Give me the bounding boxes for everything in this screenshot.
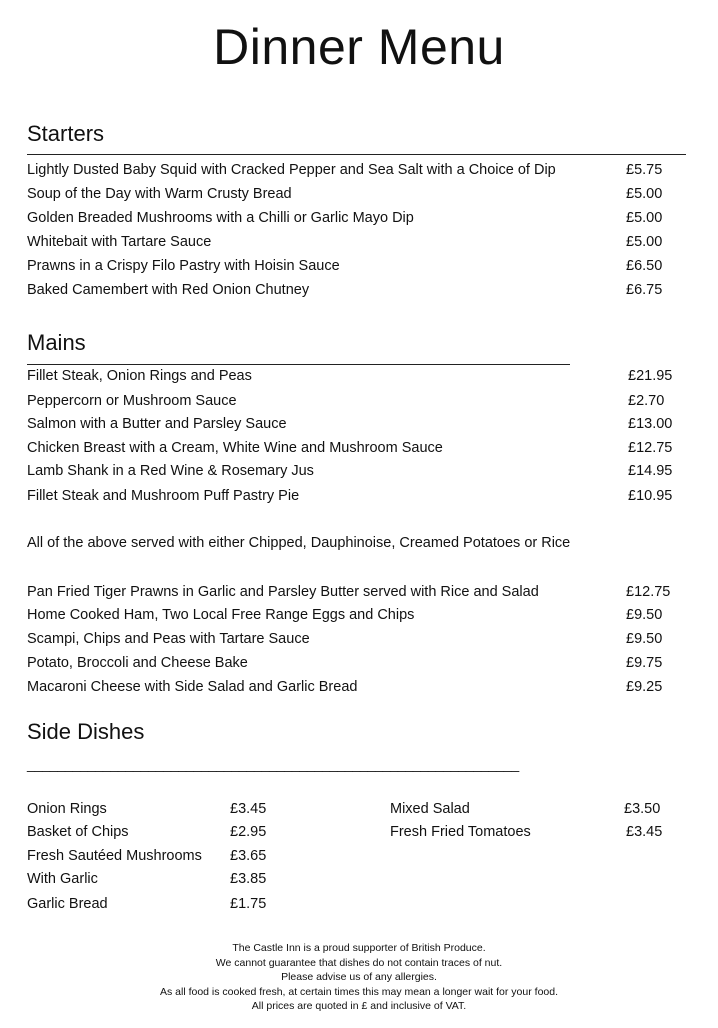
mains-heading: Mains	[27, 330, 86, 355]
main-item-price: £21.95	[628, 368, 673, 384]
main-item-price: £12.75	[626, 584, 671, 600]
side-item-price: £1.75	[230, 896, 267, 912]
main-item-name: Fillet Steak and Mushroom Puff Pastry Pie	[27, 488, 300, 504]
side-item-price: £3.50	[624, 801, 661, 817]
sides-underline: _________________________________________________________________	[27, 757, 519, 773]
starter-item-name: Prawns in a Crispy Filo Pastry with Hoisin Sauce	[27, 258, 340, 274]
side-item-name: Fresh Sautéed Mushrooms	[27, 848, 202, 864]
side-item-name: With Garlic	[27, 871, 98, 887]
starter-item-name: Baked Camembert with Red Onion Chutney	[27, 282, 310, 298]
main-item-name: Scampi, Chips and Peas with Tartare Sauce	[27, 631, 310, 647]
served-with-note: All of the above served with either Chipped, Dauphinoise, Creamed Potatoes or Rice	[27, 535, 571, 551]
side-item-price: £3.85	[230, 871, 267, 887]
side-item-price: £3.65	[230, 848, 267, 864]
main-item-name: Lamb Shank in a Red Wine & Rosemary Jus	[27, 463, 314, 479]
main-item-price: £13.00	[628, 416, 673, 432]
main-item-name: Fillet Steak, Onion Rings and Peas	[27, 368, 252, 384]
footer-line: The Castle Inn is a proud supporter of British Produce.	[232, 942, 486, 954]
side-item-name: Mixed Salad	[390, 801, 470, 817]
main-item-price: £12.75	[628, 440, 673, 456]
footer-line: Please advise us of any allergies.	[281, 971, 437, 983]
main-item-price: £9.25	[626, 679, 663, 695]
page-title: Dinner Menu	[213, 19, 505, 75]
starter-item-price: £5.00	[626, 210, 663, 226]
side-item-price: £2.95	[230, 824, 267, 840]
main-item-price: £14.95	[628, 463, 673, 479]
starter-item-price: £6.75	[626, 282, 663, 298]
starter-item-name: Lightly Dusted Baby Squid with Cracked Pepper and Sea Salt with a Choice of Dip	[27, 162, 556, 178]
main-item-name: Potato, Broccoli and Cheese Bake	[27, 655, 248, 671]
starters-divider	[27, 154, 686, 155]
side-item-price: £3.45	[230, 801, 267, 817]
main-item-price: £9.50	[626, 607, 663, 623]
main-item-name: Pan Fried Tiger Prawns in Garlic and Parsley Butter served with Rice and Salad	[27, 584, 539, 600]
sides-heading: Side Dishes	[27, 719, 145, 744]
main-item-name: Macaroni Cheese with Side Salad and Garlic Bread	[27, 679, 358, 695]
footer-line: We cannot guarantee that dishes do not contain traces of nut.	[215, 956, 503, 969]
main-item-price: £9.75	[626, 655, 663, 671]
starter-item-price: £5.75	[626, 162, 663, 178]
footer-line: As all food is cooked fresh, at certain times this may mean a longer wait for your food.	[159, 985, 559, 998]
main-item-name: Home Cooked Ham, Two Local Free Range Eggs and Chips	[27, 607, 415, 623]
side-item-price: £3.45	[626, 824, 663, 840]
main-item-price: £10.95	[628, 488, 673, 504]
side-item-name: Garlic Bread	[27, 896, 108, 912]
starter-item-name: Golden Breaded Mushrooms with a Chilli or Garlic Mayo Dip	[27, 210, 414, 226]
starter-item-price: £5.00	[626, 234, 663, 250]
main-item-name: Peppercorn or Mushroom Sauce	[27, 393, 237, 409]
side-item-name: Onion Rings	[27, 801, 107, 817]
starters-heading: Starters	[27, 121, 105, 146]
mains-divider	[27, 364, 570, 365]
main-item-name: Chicken Breast with a Cream, White Wine and Mushroom Sauce	[27, 440, 443, 456]
side-item-name: Fresh Fried Tomatoes	[390, 824, 531, 840]
starter-item-price: £5.00	[626, 186, 663, 202]
starter-item-name: Whitebait with Tartare Sauce	[27, 234, 212, 250]
footer-line: All prices are quoted in £ and inclusive of VAT.	[251, 1000, 467, 1012]
main-item-price: £9.50	[626, 631, 663, 647]
side-item-name: Basket of Chips	[27, 824, 129, 840]
main-item-name: Salmon with a Butter and Parsley Sauce	[27, 416, 287, 432]
starter-item-name: Soup of the Day with Warm Crusty Bread	[27, 186, 292, 202]
starter-item-price: £6.50	[626, 258, 663, 274]
footer-notes	[0, 941, 718, 1014]
main-item-price: £2.70	[628, 393, 665, 409]
